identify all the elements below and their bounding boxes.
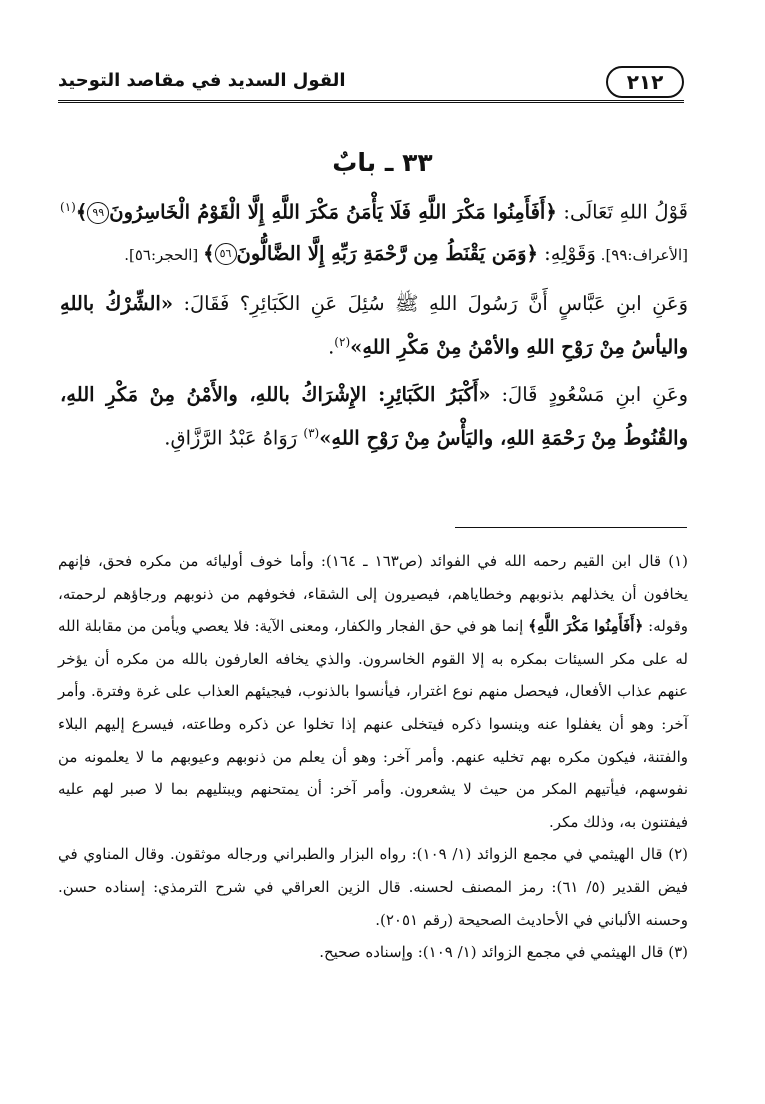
verse-connector: وَقَوْلِهِ:	[537, 241, 596, 265]
main-text	[60, 188, 688, 467]
verse-2-close: ﴾	[203, 241, 215, 265]
hadith-2-source: رَوَاهُ عَبْدُ الرَّزَّاقِ.	[164, 426, 304, 450]
hadith-2-intro: وعَنِ ابنِ مَسْعُودٍ قَالَ:	[490, 383, 688, 406]
footnote-1	[58, 545, 688, 838]
footnote-1-verse: ﴿أَفَأَمِنُوا مَكْرَ اللَّهِ﴾	[528, 617, 644, 636]
hadith-1-end: .	[328, 335, 335, 358]
verse-1-close: ﴾	[75, 200, 88, 224]
footnote-divider	[455, 527, 687, 528]
verse-ref-1: [الأعراف:٩٩].	[595, 245, 688, 264]
header-rule	[58, 100, 684, 103]
running-header	[58, 60, 684, 100]
page-number: ٢١٢	[606, 66, 684, 98]
chapter-title: ٣٣ ـ بابٌ	[332, 148, 433, 177]
verse-end-marker-2: ٥٦	[215, 243, 237, 265]
footnote-ref-3: (٣)	[303, 426, 320, 440]
footnote-3: (٣) قال الهيثمي في مجمع الزوائد (١/ ١٠٩): وإسناده صحيح.	[319, 943, 688, 962]
hadith-2-text: «أَكْبَرُ الكَبَائِرِ: الإِشْرَاكُ باللهِ، والأَمْنُ مِنْ مَكْرِ اللهِ، والقُنُوطُ مِنْ رَحْمَةِ اللهِ، واليَأْسُ مِنْ رَوْحِ اللهِ»	[60, 383, 688, 450]
footnotes	[58, 545, 688, 969]
paragraph-hadith-ibn-masud	[60, 375, 688, 458]
footnote-ref-2: (٢)	[334, 334, 351, 349]
book-title: القول السديد في مقاصد التوحيد	[58, 70, 346, 91]
footnote-1-part-b: إنما هو في حق الفجار والكفار، ومعنى الآية: فلا يعصي ويأمن من مقابلة الله له على مكر السيئات بمكره به إلا القوم الخاسرون. والذي يخافه العارفون بالله من مكره أن يؤخر عنهم عذاب الأفعال، فيحصل منهم نوع اغترار، فيأنسوا بالذنوب، فيجيئهم العذاب على غرة وفترة. وأمر آخر: وهو أن يغفلوا عنه وينسوا ذكره فيتخلى عنهم إذا تخلوا عن ذكره وطاعته، فيسرع إليهم البلاء والفتنة، فيكون مكره بهم تخليه عنهم. وأمر آخر: وهو أن يعلم من ذنوبهم وعيوبهم ما لا يعلمونه من نفوسهم، فيأتيهم المكر من حيث لا يشعرون. وأمر آخر: أن يمتحنهم ويبتليهم بما لا صبر لهم عليه فيفتنون به، وذلك مكر.	[58, 617, 688, 831]
verse-end-marker-1: ٩٩	[87, 202, 109, 224]
quran-verse-1: ﴿أَفَأَمِنُوا مَكْرَ اللَّهِ فَلَا يَأْمَنُ مَكْرَ اللَّهِ إِلَّا الْقَوْمُ الْخَاسِرُونَ	[109, 200, 557, 224]
footnote-2: (٢) قال الهيثمي في مجمع الزوائد (١/ ١٠٩): رواه البزار والطبراني ورجاله موثقون. وقال المناوي في فيض القدير (٥/ ٦١): رمز المصنف لحسنه. قال الزين العراقي في شرح الترمذي: إسناده حسن. وحسنه الألباني في الأحاديث الصحيحة (رقم ٢٠٥١).	[58, 845, 689, 929]
verse-ref-2: [الحجر:٥٦].	[124, 245, 204, 264]
quran-verse-2: ﴿وَمَن يَقْنَطُ مِن رَّحْمَةِ رَبِّهِ إِلَّا الضَّالُّونَ	[236, 241, 538, 265]
hadith-1-text: «الشِّرْكُ باللهِ واليأسُ مِنْ رَوْحِ اللهِ والأمْنُ مِنْ مَكْرِ اللهِ»	[60, 291, 688, 358]
verse-intro: قَوْلُ اللهِ تَعَالَى:	[556, 200, 688, 224]
footnote-1-part-a: (١) قال ابن القيم رحمه الله في الفوائد (ص١٦٣ ـ ١٦٤): وأما خوف أوليائه من مكره فحق، فإنهم يخافون أن يخذلهم بذنوبهم وخطاياهم، فيصيرون إلى الشقاء، فخوفهم من ذنوبهم ورجاؤهم لرحمته، وقوله:	[58, 552, 688, 636]
paragraph-verses	[60, 188, 688, 275]
footnote-ref-1: (١)	[60, 200, 76, 214]
paragraph-hadith-ibn-abbas	[60, 284, 688, 367]
hadith-1-intro: وَعَنِ ابنِ عَبَّاسٍ أَنَّ رَسُولَ اللهِ ﷺ سُئِلَ عَنِ الكَبَائِرِ؟ فَقَالَ:	[173, 291, 688, 315]
